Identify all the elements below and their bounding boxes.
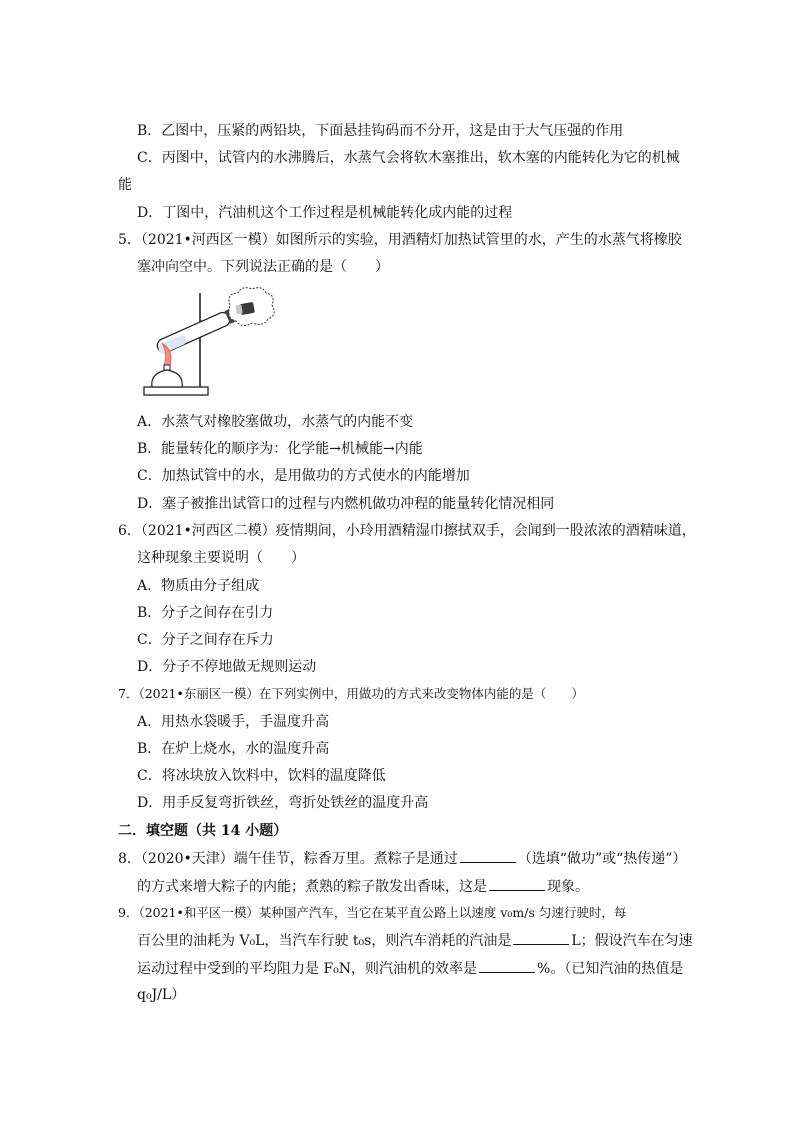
q5-option-a: A．水蒸气对橡胶塞做功，水蒸气的内能不变 [137,414,414,430]
q7-option-d: D．用手反复弯折铁丝，弯折处铁丝的温度升高 [137,795,429,811]
q8-text-b: （选填“做功”或“热传递”） [517,851,687,867]
q7-option-c: C．将冰块放入饮料中，饮料的温度降低 [137,768,386,784]
q8-blank-2[interactable] [489,876,545,891]
q7-option-a: A．用热水袋暖手，手温度升高 [137,714,330,730]
q6-option-a: A．物质由分子组成 [137,578,260,594]
q5-option-b: B．能量转化的顺序为：化学能→机械能→内能 [137,441,423,457]
q6-option-c: C．分子之间存在斥力 [137,632,274,648]
q6-stem-line1: 6．（2021•河西区二模）疫情期间，小玲用酒精湿巾擦拭双手，会闻到一股浓浓的酒精味道， [118,523,696,539]
test-tube-experiment-figure [140,283,280,405]
q7-stem: 7．（2021•东丽区一模）在下列实例中，用做功的方式来改变物体内能的是（ ） [118,686,584,701]
q4-option-c-line1: C．丙图中，试管内的水沸腾后，水蒸气会将软木塞推出，软木塞的内能转化为它的机械 [137,150,680,166]
q8-line1 [118,848,686,869]
q5-stem-line1: 5．（2021•河西区一模）如图所示的实验，用酒精灯加热试管里的水，产生的水蒸气将橡胶 [118,232,682,248]
q9-text-d: %。（已知汽油的热值是 [537,961,684,977]
q9-text-a: 百公里的油耗为 V₀L，当汽车行驶 t₀s，则汽车消耗的汽油是 [137,933,512,949]
q9-line3 [137,958,683,979]
q4-option-b: B．乙图中，压紧的两铅块，下面悬挂钩码而不分开，这是由于大气压强的作用 [137,123,624,139]
q8-text-a: 8．（2020•天津）端午佳节，粽香万里。煮粽子是通过 [118,851,458,867]
q5-option-c: C．加热试管中的水，是用做功的方式使水的内能增加 [137,468,470,484]
q9-text-c: 运动过程中受到的平均阻力是 F₀N，则汽油机的效率是 [137,961,478,977]
q8-text-c: 的方式来增大粽子的内能；煮熟的粽子散发出香味，这是 [137,879,487,895]
q9-blank-2[interactable] [479,958,535,973]
q6-option-d: D．分子不停地做无规则运动 [137,659,317,675]
q6-stem-line2: 这种现象主要说明（ ） [137,550,305,566]
q8-text-d: 现象。 [547,879,589,895]
q9-line1: 9．（2021•和平区一模）某种国产汽车，当它在某平直公路上以速度 v₀m/s 匀速行驶时，每 [118,905,627,920]
q8-line2 [137,876,589,897]
q5-option-d: D．塞子被推出试管口的过程与内燃机做功冲程的能量转化情况相同 [137,496,555,512]
q9-text-b: L；假设汽车在匀速 [571,933,693,949]
q4-option-c-line2: 能 [118,177,132,193]
q7-option-b: B．在炉上烧水，水的温度升高 [137,741,330,757]
q5-stem-line2: 塞冲向空中。下列说法正确的是（ ） [137,259,389,275]
q4-option-d: D．丁图中，汽油机这个工作过程是机械能转化成内能的过程 [137,205,513,221]
q9-line4: q₀J/L） [137,987,186,1003]
q8-blank-1[interactable] [460,848,516,863]
q6-option-b: B．分子之间存在引力 [137,605,274,621]
q9-blank-1[interactable] [513,930,569,945]
section-heading-fill-in: 二．填空题（共 14 小题） [118,823,288,839]
q9-line2 [137,930,693,951]
